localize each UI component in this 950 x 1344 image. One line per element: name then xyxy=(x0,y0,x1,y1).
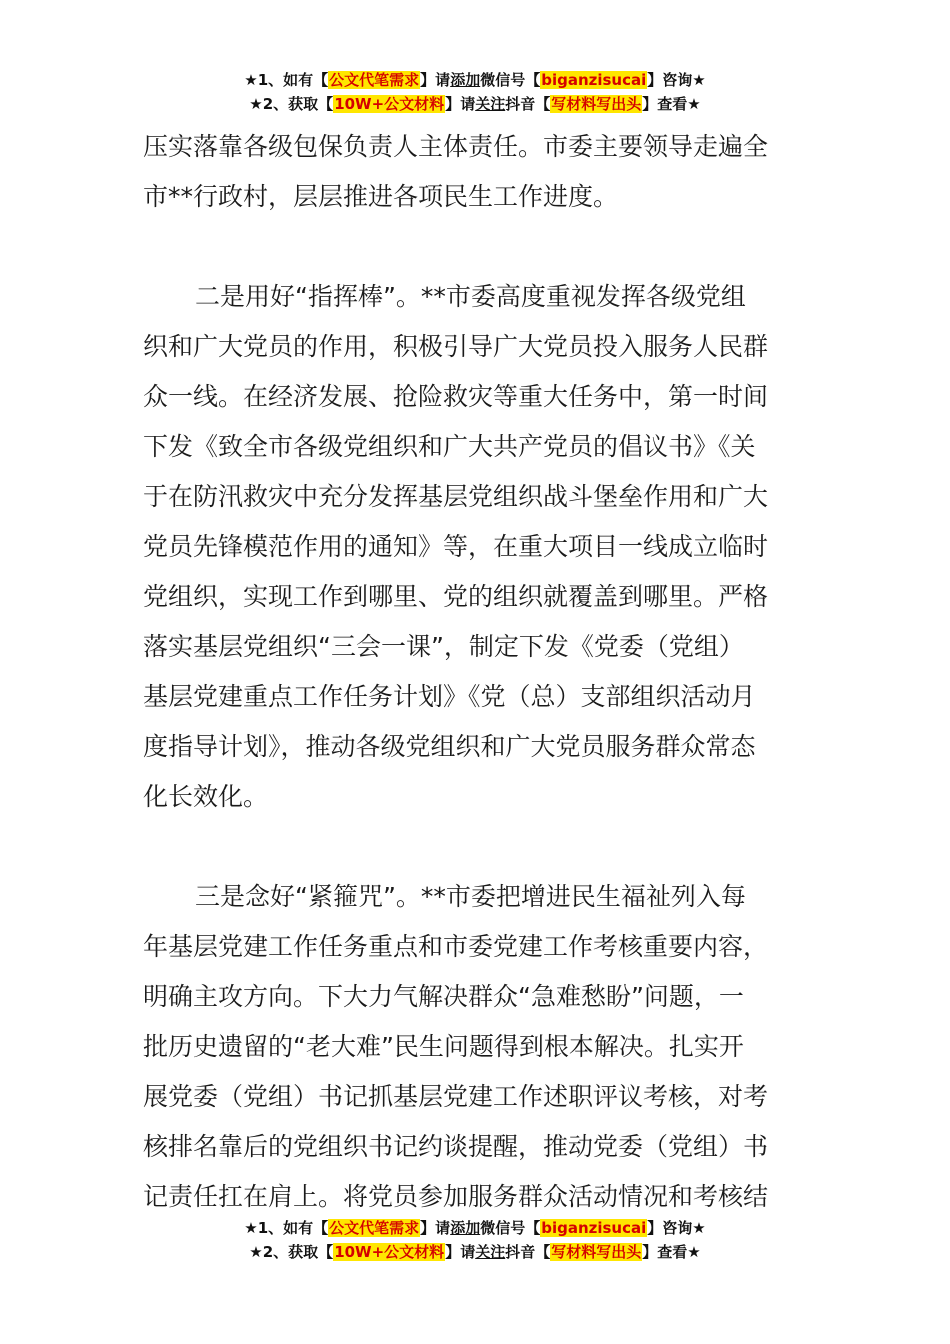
banner-text: 微信号【 xyxy=(480,71,541,89)
banner-emphasis: 添加 xyxy=(450,71,481,89)
paragraph-gap xyxy=(143,822,807,872)
text-line: 党组织，实现工作到哪里、党的组织就覆盖到哪里。严格 xyxy=(143,582,769,611)
banner-highlight: 写材料写出头 xyxy=(551,95,642,113)
banner-line-1 xyxy=(0,1216,950,1240)
text-line: 记责任扛在肩上。将党员参加服务群众活动情况和考核结 xyxy=(143,1182,769,1211)
text-line: 下发《致全市各级党组织和广大共产党员的倡议书》《关 xyxy=(143,432,756,461)
text-line: 展党委（党组）书记抓基层党建工作述职评议考核，对考 xyxy=(143,1082,769,1111)
banner-text: 】咨询★ xyxy=(647,71,706,89)
banner-line-2 xyxy=(0,1240,950,1264)
header-banner xyxy=(0,68,950,116)
text-line: 二是用好“指挥棒”。**市委高度重视发挥各级党组 xyxy=(195,282,746,311)
banner-text: 】查看★ xyxy=(642,95,701,113)
text-line: 核排名靠后的党组织书记约谈提醒，推动党委（党组）书 xyxy=(143,1132,769,1161)
banner-emphasis: 关注 xyxy=(475,1243,506,1261)
text-line: 市**行政村，层层推进各项民生工作进度。 xyxy=(143,182,619,211)
banner-highlight: 10W+公文材料 xyxy=(334,1243,445,1261)
text-line: 明确主攻方向。下大力气解决群众“急难愁盼”问题，一 xyxy=(143,982,744,1011)
banner-highlight: biganzisucai xyxy=(541,71,647,89)
text-line: 织和广大党员的作用，积极引导广大党员投入服务人民群 xyxy=(143,332,769,361)
text-line: 落实基层党组织“三会一课”，制定下发《党委（党组） xyxy=(143,632,744,661)
footer-banner xyxy=(0,1216,950,1264)
banner-text: 】请 xyxy=(445,1243,476,1261)
text-line: 年基层党建工作任务重点和市委党建工作考核重要内容， xyxy=(143,932,769,961)
banner-text: 微信号【 xyxy=(480,1219,541,1237)
text-line: 于在防汛救灾中充分发挥基层党组织战斗堡垒作用和广大 xyxy=(143,482,769,511)
text-line: 三是念好“紧箍咒”。**市委把增进民生福祉列入每 xyxy=(195,882,746,911)
banner-highlight: 公文代笔需求 xyxy=(329,1219,420,1237)
text-line: 基层党建重点工作任务计划》《党（总）支部组织活动月 xyxy=(143,682,756,711)
banner-line-2 xyxy=(0,92,950,116)
banner-highlight: 写材料写出头 xyxy=(551,1243,642,1261)
banner-text: ★2、获取【 xyxy=(249,95,334,113)
banner-emphasis: 关注 xyxy=(475,95,506,113)
banner-highlight: 公文代笔需求 xyxy=(329,71,420,89)
document-body xyxy=(143,122,807,1222)
banner-text: 】请 xyxy=(420,1219,451,1237)
text-line: 党员先锋模范作用的通知》等，在重大项目一线成立临时 xyxy=(143,532,769,561)
banner-text: 】请 xyxy=(445,95,476,113)
text-line: 批历史遗留的“老大难”民生问题得到根本解决。扎实开 xyxy=(143,1032,744,1061)
banner-emphasis: 添加 xyxy=(450,1219,481,1237)
banner-text: 】咨询★ xyxy=(647,1219,706,1237)
text-line: 众一线。在经济发展、抢险救灾等重大任务中，第一时间 xyxy=(143,382,769,411)
banner-text: 】查看★ xyxy=(642,1243,701,1261)
text-line: 度指导计划》，推动各级党组织和广大党员服务群众常态 xyxy=(143,732,756,761)
banner-text: ★1、如有【 xyxy=(244,71,329,89)
banner-text: 】请 xyxy=(420,71,451,89)
banner-text: 抖音【 xyxy=(505,1243,551,1261)
text-line: 压实落靠各级包保负责人主体责任。市委主要领导走遍全 xyxy=(143,132,769,161)
banner-text: 抖音【 xyxy=(505,95,551,113)
paragraph-gap xyxy=(143,222,807,272)
banner-text: ★1、如有【 xyxy=(244,1219,329,1237)
banner-line-1 xyxy=(0,68,950,92)
banner-text: ★2、获取【 xyxy=(249,1243,334,1261)
banner-highlight: 10W+公文材料 xyxy=(334,95,445,113)
text-line: 化长效化。 xyxy=(143,782,269,811)
banner-highlight: biganzisucai xyxy=(541,1219,647,1237)
